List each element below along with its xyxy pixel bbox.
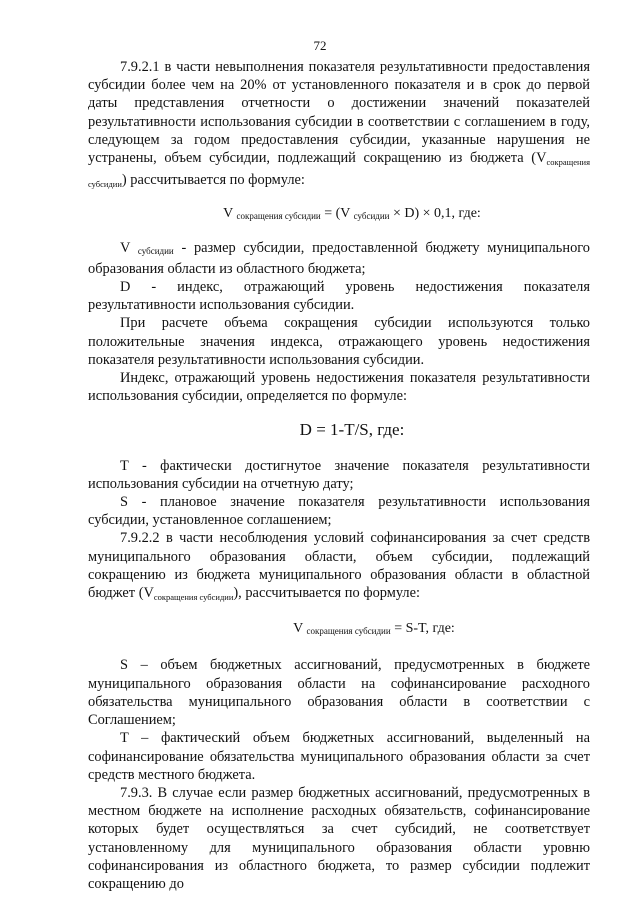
formula-symbol: V [120,239,138,256]
paragraph-7-9-3: 7.9.3. В случае если размер бюджетных ассигнований, предусмотренных в местном бюджете на исполнение расходных обязательств, софинансирование которых будет осуществляться за счет субсидий, не соответствует установленному для муниципального образования области уровню софинансирования из областного бюджета, то размер субсидии подлежит сокращению до [88,784,590,892]
paragraph-text: ), рассчитывается по формуле: [233,585,421,602]
paragraph-7-9-2-2 [88,529,590,606]
formula-reduction [88,205,590,225]
formula-subscript: сокращения субсидии [306,626,391,637]
paragraph-text: 7.9.2.1 в части невыполнения показателя результативности предоставления субсидии более чем на 20% от установленного показателя и в срок до первой даты представления отчетности о достижении значений показателей результативности использования субсидии в соответствии с соглашением в году, следующем за годом предоставления субсидии, указанные нарушения не устранены, объем субсидии, подлежащий сокращению из бюджета (V [88,59,590,167]
subscript: сокращения субсидии [153,592,234,603]
paragraph-positive-values: При расчете объема сокращения субсидии используются только положительные значения индекса, отражающего уровень недостижения показателя результативности использования субсидии. [88,315,590,368]
formula-subscript: субсидии [353,211,390,222]
paragraph-7-9-2-1 [88,58,590,193]
paragraph-text: - размер субсидии, предоставленной бюджету муниципального образования области из областного бюджета; [88,239,591,277]
definition-t: T - фактически достигнутое значение показателя результативности использования субсидии на отчетную дату; [88,457,590,492]
formula-subscript: субсидии [137,245,174,256]
paragraph-text: ) рассчитывается по формуле: [121,172,305,189]
formula-text: × D) × 0,1, где: [389,206,481,222]
formula-symbol: V [293,621,307,637]
page-number: 72 [313,38,327,53]
formula-text: = S-T, где: [390,621,455,637]
formula-text: = (V [320,206,354,222]
definition-s: S - плановое значение показателя результативности использования субсидии, установленное соглашением; [88,494,590,529]
definition-s-budget: S – объем бюджетных ассигнований, предусмотренных в бюджете муниципального образования области на софинансирование расходного обязательства муниципального образования области в соответствии с Соглашением; [88,657,590,729]
paragraph-text: 7.9.2.2 в части несоблюдения условий софинансирования за счет средств муниципального образования области, объем субсидии, подлежащий сокращению из бюджета муниципального образования области в областной бюджет (V [88,530,590,602]
definition-v-subsidy [88,239,590,278]
document-body [88,58,590,893]
definition-t-budget: T – фактический объем бюджетных ассигнований, выделенный на софинансирование обязательства муниципального образования области за счет средств местного бюджета. [88,730,590,783]
formula-cofinancing [88,620,590,640]
formula-subscript: сокращения субсидии [236,211,321,222]
paragraph-index-intro: Индекс, отражающий уровень недостижения показателя результативности использования субсидии, определяется по формуле: [88,370,590,405]
definition-d: D - индекс, отражающий уровень недостижения показателя результативности использования субсидии. [88,279,590,314]
formula-symbol: V [223,206,237,222]
subscript: сокращения субсидии [88,157,590,190]
formula-index: D = 1-T/S, где: [299,420,405,440]
